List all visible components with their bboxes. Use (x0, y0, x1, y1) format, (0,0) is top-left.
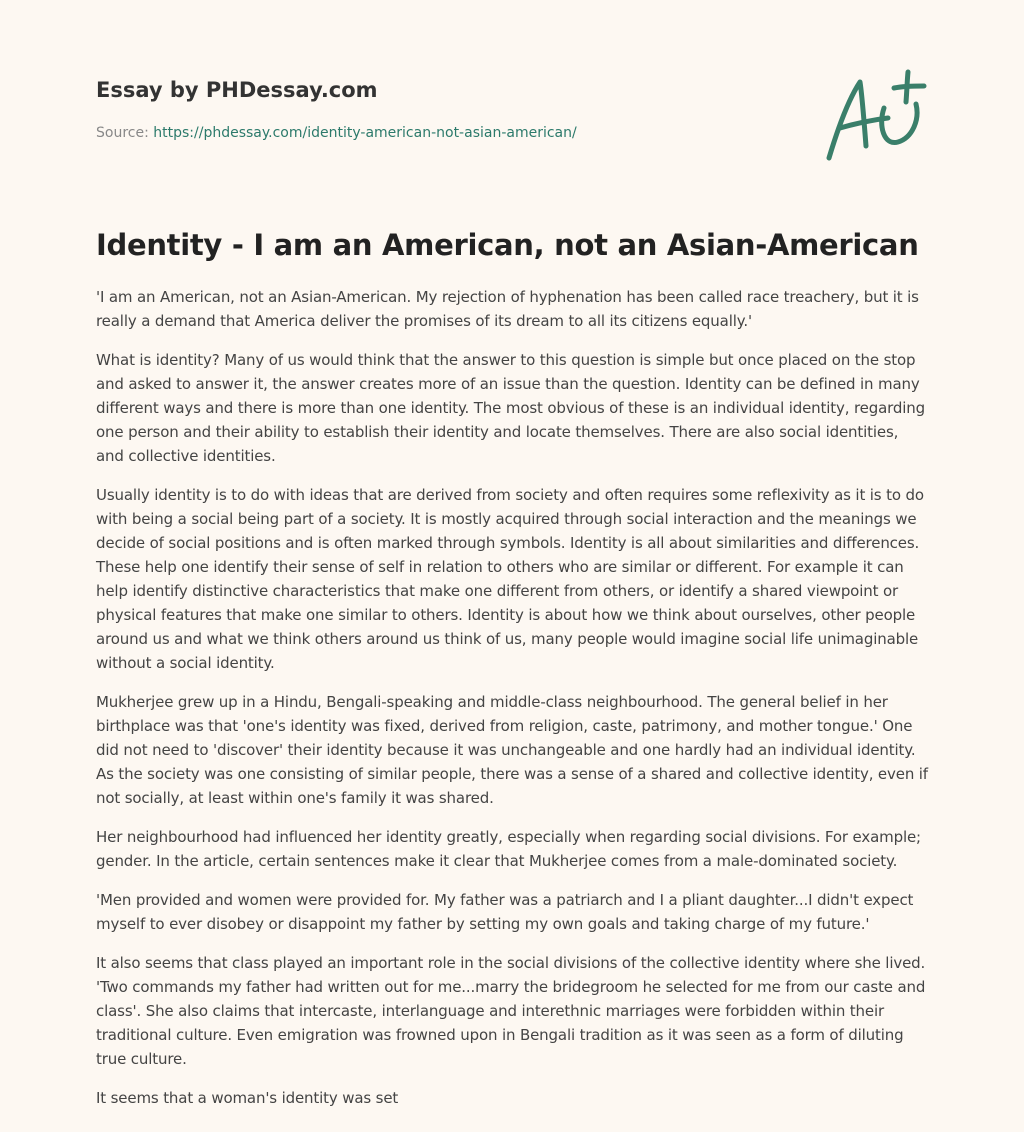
essay-paragraph: 'Men provided and women were provided for. My father was a patriarch and I a pliant daughter...I didn't expect myself to ever disobey or disappoint my father by setting my own goals and taking charge of my future.' (96, 891, 914, 933)
essay-body (96, 285, 928, 1125)
source-line (96, 123, 696, 143)
essay-paragraph: 'I am an American, not an Asian-American. My rejection of hyphenation has been called race treachery, but it is really a demand that America deliver the promises of its dream to all its citizens equally.' (96, 288, 919, 330)
a-plus-logo-icon (820, 68, 930, 168)
essay-paragraph: Mukherjee grew up in a Hindu, Bengali-speaking and middle-class neighbourhood. The general belief in her birthplace was that 'one's identity was fixed, derived from religion, caste, patrimony, and mother tongue.' One did not need to 'discover' their identity because it was unchangeable and one hardly had an individual identity. As the society was one consisting of similar people, there was a sense of a shared and collective identity, even if not socially, at least within one's family it was shared. (96, 693, 928, 807)
essay-paragraph: It also seems that class played an important role in the social divisions of the collective identity where she lived. 'Two commands my father had written out for me...marry the bridegroom he selected for me from our caste and class'. She also claims that intercaste, interlanguage and interethnic marriages were forbidden within their traditional culture. Even emigration was frowned upon in Bengali tradition as it was seen as a form of diluting true culture. (96, 954, 926, 1068)
site-title: Essay by PHDessay.com (96, 78, 378, 102)
site-header (96, 76, 696, 143)
essay-paragraph: Usually identity is to do with ideas that are derived from society and often requires some reflexivity as it is to do with being a social being part of a society. It is mostly acquired through social interaction and the meanings we decide of social positions and is often marked through symbols. Identity is all about similarities and differences. These help one identify their sense of self in relation to others who are similar or different. For example it can help identify distinctive characteristics that make one different from others, or identify a shared viewpoint or physical features that make one similar to others. Identity is about how we think about ourselves, other people around us and what we think others around us think of us, many people would imagine social life unimaginable without a social identity. (96, 486, 924, 672)
essay-paragraph: It seems that a woman's identity was set (96, 1089, 399, 1107)
essay-title: Identity - I am an American, not an Asian-American (96, 228, 919, 262)
essay-paragraph: What is identity? Many of us would think that the answer to this question is simple but once placed on the stop and asked to answer it, the answer creates more of an issue than the question. Identity can be defined in many different ways and there is more than one identity. The most obvious of these is an individual identity, regarding one person and their ability to establish their identity and locate themselves. There are also social identities, and collective identities. (96, 351, 926, 465)
source-link[interactable]: https://phdessay.com/identity-american-not-asian-american/ (153, 125, 577, 141)
essay-paragraph: Her neighbourhood had influenced her identity greatly, especially when regarding social divisions. For example; gender. In the article, certain sentences make it clear that Mukherjee comes from a male-dominated society. (96, 828, 921, 870)
source-label: Source: (96, 125, 149, 141)
